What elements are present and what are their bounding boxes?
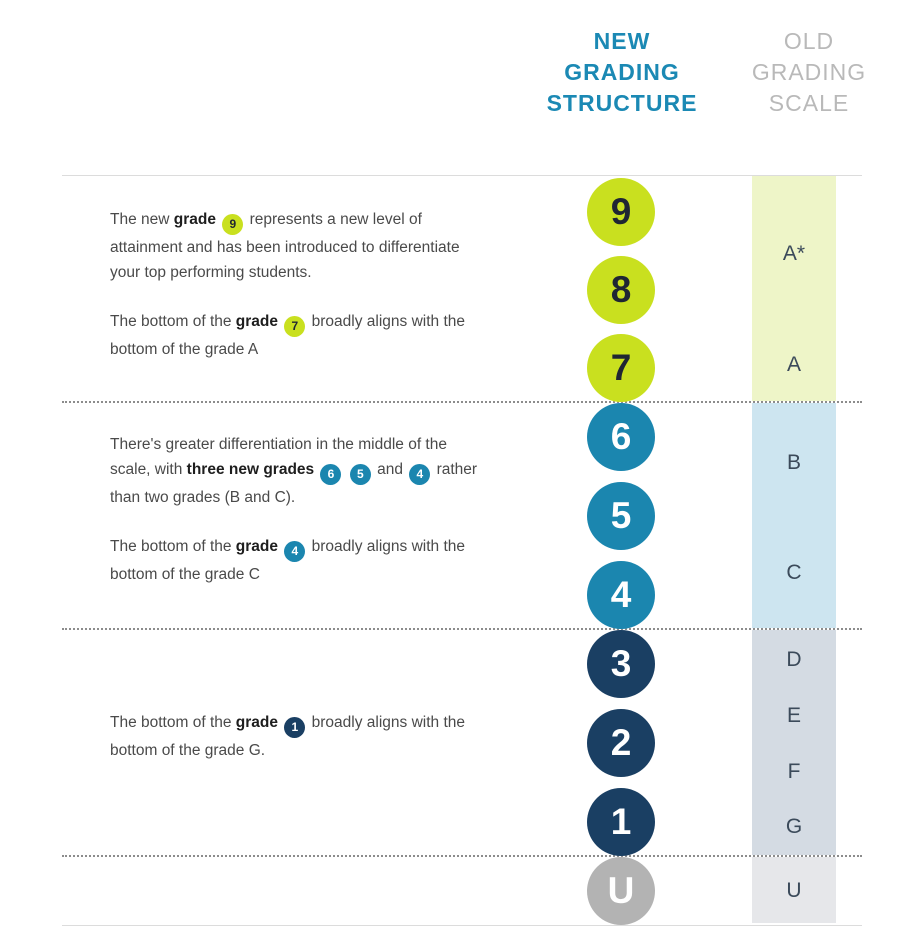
paragraph: There's greater differentiation in the middle of the scale, with three new grades 6 5 and 4 rather than two grades (B and C). [110, 436, 478, 506]
old-grade-f: F [787, 760, 801, 783]
grade-chip-1: 1 [284, 717, 305, 738]
grade-chip-6: 6 [320, 464, 341, 485]
new-grading-structure-header [527, 26, 717, 119]
header-line: GRADING [751, 59, 867, 85]
paragraph: The bottom of the grade 4 broadly aligns with the bottom of the grade C [110, 538, 465, 583]
grade-circle-1: 1 [587, 788, 655, 856]
grade-circle-2: 2 [587, 709, 655, 777]
grade-circle-8: 8 [587, 256, 655, 324]
divider-bottom [62, 925, 862, 926]
grade-circle-3: 3 [587, 630, 655, 698]
old-grade-a: A [786, 353, 801, 376]
grade-circle-4: 4 [587, 561, 655, 629]
old-grade-d: D [786, 648, 802, 671]
grade-circle-9: 9 [587, 178, 655, 246]
grade-chip-7: 7 [284, 316, 305, 337]
bottom-section-text [110, 710, 480, 763]
paragraph: The bottom of the grade 1 broadly aligns with the bottom of the grade G. [110, 714, 465, 759]
paragraph: The new grade 9 represents a new level of attainment and has been introduced to differentiate your top performing students. [110, 211, 460, 281]
old-band-middle [752, 403, 836, 628]
grade-circle-u: U [587, 857, 655, 925]
header-line: STRUCTURE [546, 90, 698, 116]
old-grade-c: C [786, 561, 802, 584]
old-grade-g: G [785, 815, 803, 838]
grade-circle-5: 5 [587, 482, 655, 550]
grade-circle-6: 6 [587, 403, 655, 471]
divider-dotted [62, 855, 862, 857]
divider-top [62, 175, 862, 176]
grade-chip-9: 9 [222, 214, 243, 235]
grade-chip-5: 5 [350, 464, 371, 485]
grade-chip-4: 4 [284, 541, 305, 562]
grade-circle-7: 7 [587, 334, 655, 402]
header-line: SCALE [768, 90, 850, 116]
old-grade-a-star: A* [782, 242, 806, 265]
old-grade-e: E [786, 704, 801, 727]
old-grade-b: B [786, 451, 801, 474]
paragraph: The bottom of the grade 7 broadly aligns with the bottom of the grade A [110, 313, 465, 358]
top-section-text [110, 207, 480, 362]
header-line: OLD [783, 28, 835, 54]
divider-dotted [62, 401, 862, 403]
old-grading-scale-header [714, 26, 902, 119]
grade-chip-4: 4 [409, 464, 430, 485]
middle-section-text [110, 432, 480, 587]
header-line: GRADING [564, 59, 680, 85]
divider-dotted [62, 628, 862, 630]
header-line: NEW [593, 28, 651, 54]
old-grade-u: U [786, 879, 802, 902]
